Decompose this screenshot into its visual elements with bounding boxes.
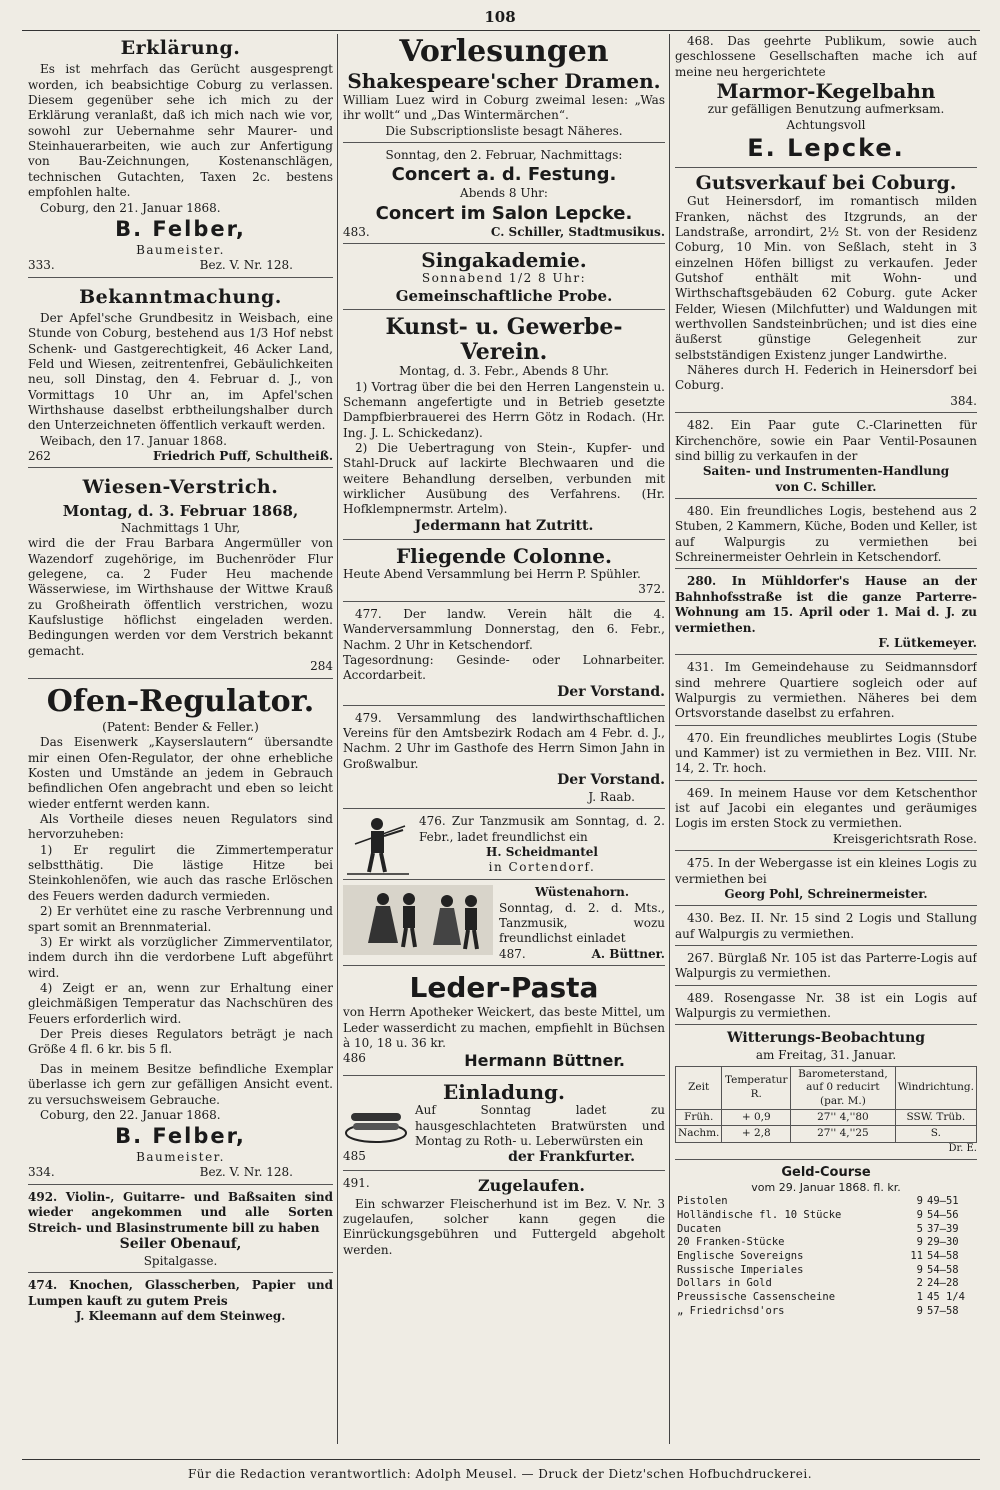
- ad-kunst-gewerbe: [343, 313, 665, 540]
- table-row: [675, 1277, 977, 1291]
- ad-wiesen-verstrich: [28, 471, 333, 678]
- ad-place: Spitalgasse.: [143, 1253, 218, 1268]
- ad-muehldorfer: [675, 572, 977, 655]
- ad-title: Vorlesungen: [399, 34, 609, 69]
- ad-fliegende-colonne: [343, 543, 665, 602]
- ad-text: 477. Der landw. Verein hält die 4. Wanderversammlung Donnerstag, den 6. Febr., Nachm. 2 Uhr in Ketschendorf.: [343, 606, 665, 652]
- ad-text: Sonntag, d. 2. d. Mts., Tanzmusik, wozu freundlichst einladet: [499, 900, 665, 946]
- weather-cell: + 0,9: [722, 1110, 791, 1126]
- ad-shop: Saiten- und Instrumenten-Handlung: [702, 464, 950, 479]
- ad-point-3: 3) Er wirkt als vorzüglicher Zimmerventilator, indem durch ihn die verdorbene Luft abgeführt wird.: [28, 934, 333, 980]
- ad-versammlung: [343, 709, 665, 810]
- geld-currency: Holländische fl. 10 Stücke: [677, 1209, 842, 1222]
- ad-concert: [343, 146, 665, 244]
- ad-number: 284: [310, 659, 333, 674]
- table-row: [675, 1209, 977, 1223]
- geld-table: [675, 1195, 977, 1318]
- ad-body: Der Apfel'sche Grundbesitz in Weisbach, eine Stunde von Coburg, bestehend aus 1/3 Hof nebst Schenk- und Gastgerechtigkeit, 46 Acker Land, Feld und Wiesen, zeitrentenfrei, Gebäulichkeiten neu, soll Dinstag, den 4. Februar d. J., von Vormittags 10 Uhr an, im Apfel'schen Wirthshause daselbst erbtheilungshalber durch den Unterzeichneten öffentlich verkauft werden.: [28, 310, 333, 433]
- column-left: [28, 32, 333, 1446]
- ad-number: 384.: [950, 393, 977, 408]
- ad-clarinetten: [675, 416, 977, 499]
- ad-signature: H. Scheidmantel: [486, 844, 598, 859]
- ad-tanzmusik-2: [343, 883, 665, 966]
- table-row: [675, 1223, 977, 1237]
- imprint-footer: Für die Redaction verantwortlich: Adolph Meusel. — Druck der Dietz'schen Hofbuchdruckerei.: [187, 1466, 813, 1481]
- ad-line-2: Abends 8 Uhr:: [460, 186, 548, 201]
- ad-text: 431. Im Gemeindehause zu Seidmannsdorf sind mehrere Quartiere sogleich oder auf Walpurgis zu vermiethen. Näheres bei dem Ortsvorstande daselbst zu erfahren.: [675, 660, 977, 721]
- ad-text: Auf Sonntag ladet zu hausgeschlachteten Bratwürsten und Montag zu Roth- u. Leberwürsten ein: [415, 1103, 665, 1148]
- ad-signature: Kreisgerichtsrath Rose.: [832, 831, 977, 846]
- ad-contact: Näheres durch H. Federich in Heinersdorf bei Coburg.: [675, 363, 977, 393]
- ad-line: Sonnabend 1/2 8 Uhr:: [421, 271, 587, 286]
- sausages-illustration: [343, 1103, 409, 1147]
- ad-text: 492. Violin-, Guitarre- und Baßsaiten sind wieder angekommen und alle Sorten Streich- und Blasinstrumente bill zu haben: [28, 1189, 333, 1235]
- ad-title: Wüstenahorn.: [534, 885, 630, 900]
- ad-time: Nachmittags 1 Uhr,: [120, 520, 241, 535]
- weather-cell: Nachm.: [676, 1126, 722, 1142]
- ad-name: B. Felber,: [115, 1124, 246, 1149]
- geld-currency: Englische Sovereigns: [677, 1249, 804, 1262]
- ad-text: 469. In meinem Hause vor dem Ketschenthor ist auf Jacobi ein elegantes und geräumiges Logis im ersten Stock zu vermiethen.: [675, 785, 977, 831]
- ad-signature: Hermann Büttner.: [464, 1051, 625, 1071]
- table-row: [675, 1195, 977, 1209]
- geld-kr: 24—28: [927, 1277, 959, 1290]
- ad-vorlesungen: [343, 32, 665, 143]
- ad-subtitle: Shakespeare'scher Dramen.: [347, 69, 661, 94]
- ad-text: 476. Zur Tanzmusik am Sonntag, d. 2. Febr., ladet freundlichst ein: [419, 814, 665, 844]
- ad-bekanntmachung: [28, 281, 333, 469]
- ad-lead: Als Vortheile dieses neuen Regulators sind hervorzuheben:: [28, 812, 333, 842]
- geld-kr: 49—51: [927, 1195, 959, 1208]
- ad-date: Weibach, den 17. Januar 1868.: [40, 433, 227, 448]
- ad-text: 468. Das geehrte Publikum, sowie auch geschlossene Gesellschaften mache ich auf meine neu hergerichtete: [675, 34, 977, 79]
- weather-cell: SSW. Trüb.: [895, 1110, 976, 1126]
- ad-title: Singakademie.: [421, 248, 587, 272]
- ad-title: Bekanntmachung.: [79, 285, 282, 308]
- ad-body: Gut Heinersdorf, im romantisch milden Franken, nächst des Itzgrunds, an der Landstraße, arrondirt, 2½ St. von der Residenz Coburg, 10 Min. von Seßlach, steht in 3 einzelnen Höfen billigst zu verkaufen. Jeder Gutshof enthält mit Wohn- und Wirthschaftsgebäuden 62 Coburg. gute Acker Felder, Wiesen (Milchfutter) und Waldungen mit werthvollen Sandsteinbrüchen; und ist dies eine äußerst günstige Gelegenheit zur selbstständigen Existenz junger Landwirthe.: [675, 194, 977, 362]
- ad-signature: A. Büttner.: [591, 946, 665, 961]
- ad-title-1: Concert a. d. Festung.: [391, 164, 617, 186]
- page-number: 108: [484, 8, 516, 26]
- ad-logis-430: [675, 909, 977, 946]
- ad-subsignature: J. Raab.: [588, 789, 635, 804]
- ad-signature: von C. Schiller.: [775, 479, 877, 494]
- ad-logis-489: [675, 989, 977, 1026]
- ad-role: Baumeister.: [136, 1150, 225, 1165]
- ad-signature: Der Vorstand.: [557, 771, 665, 788]
- ad-greeting: Achtungsvoll: [786, 117, 866, 132]
- ad-line-1: Sonntag, den 2. Februar, Nachmittags:: [385, 147, 623, 162]
- geld-course: [675, 1163, 977, 1321]
- ad-number: 491.: [343, 1176, 370, 1191]
- ad-signature: J. Kleemann auf dem Steinweg.: [75, 1308, 286, 1323]
- ad-text: 480. Ein freundliches Logis, bestehend aus 2 Stuben, 2 Kammern, Küche, Boden und Keller, ist auf Walpurgis zu vermiethen bei Schreinermeister Oehrlein in Ketschendorf.: [675, 504, 977, 565]
- table-row: [675, 1264, 977, 1278]
- geld-currency: Ducaten: [677, 1222, 722, 1235]
- geld-title: Geld-Course: [781, 1164, 871, 1180]
- weather-cell: 27'' 4,''25: [791, 1126, 896, 1142]
- ad-einladung: [343, 1079, 665, 1171]
- table-row: [675, 1291, 977, 1305]
- weather-cell: + 2,8: [722, 1126, 791, 1142]
- geld-kr: 54—58: [927, 1263, 959, 1276]
- weather-header-pressure: Barometerstand, auf 0 reducirt (par. M.): [791, 1066, 896, 1109]
- table-row: [675, 1250, 977, 1264]
- weather-table: [675, 1066, 977, 1143]
- ad-signature: Seiler Obenauf,: [119, 1235, 242, 1252]
- column-right: [675, 32, 977, 1446]
- ad-title: Marmor-Kegelbahn: [716, 79, 936, 104]
- musician-illustration: [343, 814, 413, 876]
- ad-body: William Luez wird in Coburg zweimal lesen: „Was ihr wollt“ und „Das Wintermärchen“.: [343, 92, 665, 123]
- ad-text: von Herrn Apotheker Weickert, das beste Mittel, um Leder wasserdicht zu machen, empfiehlt in Büchsen à 10, 18 u. 36 kr.: [343, 1005, 665, 1050]
- ad-logis-469: [675, 784, 977, 851]
- geld-currency: Dollars in Gold: [677, 1277, 772, 1290]
- ad-signature: F. Lütkemeyer.: [878, 635, 977, 650]
- ad-text: 482. Ein Paar gute C.-Clarinetten für Kirchenchöre, sowie ein Paar Ventil-Posaunen sind billig zu verkaufen in der: [675, 418, 977, 463]
- ad-text: 489. Rosengasse Nr. 38 ist ein Logis auf Walpurgis zu vermiethen.: [675, 990, 977, 1021]
- geld-kr: 54—56: [927, 1209, 959, 1222]
- ad-number: 487.: [499, 946, 526, 961]
- ad-price: Der Preis dieses Regulators beträgt je nach Größe 4 fl. 6 kr. bis 5 fl.: [28, 1027, 333, 1057]
- ad-text: 475. In der Webergasse ist ein kleines Logis zu vermiethen bei: [675, 856, 977, 886]
- geld-kr: 45 1/4: [927, 1290, 965, 1303]
- ad-erklaerung: [28, 32, 333, 278]
- ad-point-2: 2) Die Uebertragung von Stein-, Kupfer- und Stahl-Druck auf lackirte Blechwaaren und die weitere Behandlung derselben, verbunden mit wirklicher Ausübung des Verfahrens. (Hr. Hofklempnermstr. Artelm).: [343, 440, 665, 517]
- weather-header-wind: Windrichtung.: [895, 1066, 976, 1109]
- table-row: [676, 1126, 977, 1142]
- ad-knochen: [28, 1276, 333, 1327]
- ad-number: 485: [343, 1149, 366, 1164]
- column-middle: [343, 32, 665, 1446]
- weather-header-time: Zeit: [676, 1066, 722, 1109]
- column-divider-2: [669, 34, 670, 1444]
- weather-date: am Freitag, 31. Januar.: [755, 1048, 897, 1063]
- ad-text: Ein schwarzer Fleischerhund ist im Bez. V. Nr. 3 zugelaufen, solcher kann gegen die Einrückungsgebühren und Futtergeld abgeholt werden.: [343, 1196, 665, 1257]
- ad-number: 483.: [343, 224, 370, 239]
- ad-title: Einladung.: [443, 1079, 565, 1104]
- ad-title: Zugelaufen.: [477, 1176, 585, 1196]
- geld-currency: 20 Franken-Stücke: [677, 1236, 785, 1249]
- geld-kr: 54—58: [927, 1249, 959, 1262]
- table-row: [676, 1110, 977, 1126]
- ad-point-1: 1) Er regulirt die Zimmertemperatur selbstthätig. Die lästige Hitze bei Steinkohlenöfen, wie auch das rasche Erlöschen des Feuers werden dadurch vermieden.: [28, 842, 333, 903]
- geld-currency: Preussische Cassenscheine: [677, 1290, 836, 1303]
- ad-ofen-regulator: [28, 682, 333, 1185]
- geld-currency: Pistolen: [677, 1195, 728, 1208]
- geld-fl: 9: [916, 1263, 923, 1276]
- ad-title: Fliegende Colonne.: [395, 543, 612, 568]
- ad-point-4: 4) Zeigt er an, wenn zur Erhaltung einer gleichmäßigen Temperatur das Nachschüren des Feuers erforderlich wird.: [28, 981, 333, 1026]
- ad-signature: der Frankfurter.: [508, 1149, 635, 1166]
- geld-fl: 9: [916, 1236, 923, 1249]
- ad-kegelbahn: [675, 32, 977, 168]
- geld-fl: 11: [910, 1249, 923, 1262]
- ad-number: 262: [28, 449, 51, 464]
- geld-fl: 9: [916, 1195, 923, 1208]
- ad-signature: Friedrich Puff, Schultheiß.: [153, 449, 333, 464]
- weather-signature: Dr. E.: [948, 1142, 977, 1154]
- geld-fl: 1: [916, 1290, 923, 1303]
- geld-fl: 2: [916, 1277, 923, 1290]
- ad-violin: [28, 1188, 333, 1273]
- ad-text: 430. Bez. II. Nr. 15 sind 2 Logis und Stallung auf Walpurgis zu vermiethen.: [675, 911, 977, 941]
- ad-name: B. Felber,: [115, 216, 246, 241]
- ad-point-1: 1) Vortrag über die bei den Herren Langenstein u. Schemann angefertigte und in Betrieb gesetzte Dampfbierbrauerei des Herrn Götz in Rodach. (Hr. Ing. J. L. Schickedanz).: [343, 379, 665, 440]
- ad-text: Heute Abend Versammlung bei Herrn P. Spühler.: [343, 567, 641, 582]
- ad-ref: Bez. V. Nr. 128.: [199, 258, 293, 273]
- ad-date: Coburg, den 22. Januar 1868.: [40, 1107, 221, 1122]
- ad-singakademie: [343, 247, 665, 310]
- ad-intro: Das Eisenwerk „Kayserslautern“ übersandte mir einen Ofen-Regulator, der ohne erhebliche Kosten und Umstände an jedem in Gebrauch befindlichen Ofen angebracht und eben so leicht wieder entfernt werden kann.: [28, 735, 333, 811]
- geld-currency: Russische Imperiales: [677, 1263, 804, 1276]
- ad-patent: (Patent: Bender & Feller.): [102, 719, 259, 734]
- ad-number: 372.: [638, 582, 665, 597]
- top-rule: [22, 30, 980, 31]
- ad-signature: Der Vorstand.: [557, 683, 665, 700]
- ad-body: wird die der Frau Barbara Angermüller von Wazendorf zugehörige, im Buchenröder Flur gelegene, ca. 2 Fuder Heu machende Wässerwiese, im Wirthshause der Wittwe Krauß zu Großheirath öffentlich verstrichen, wozu Kaufslustige höflichst eingeladen werden. Bedingungen werden vor dem Verstrich bekannt gemacht.: [28, 536, 333, 658]
- ad-title: Kunst- u. Gewerbe-Verein.: [385, 313, 623, 365]
- dancers-illustration: [343, 885, 493, 955]
- geld-currency: „ Friedrichsd'ors: [677, 1304, 785, 1317]
- ad-role: Baumeister.: [136, 242, 225, 257]
- ad-subtitle: Jedermann hat Zutritt.: [414, 517, 594, 534]
- ad-title-2: Concert im Salon Lepcke.: [375, 202, 633, 224]
- geld-date: vom 29. Januar 1868. fl. kr.: [751, 1181, 901, 1195]
- geld-fl: 9: [916, 1209, 923, 1222]
- ad-title: Erklärung.: [120, 37, 241, 59]
- ad-text: 474. Knochen, Glasscherben, Papier und Lumpen kauft zu gutem Preis: [28, 1278, 333, 1308]
- ad-text: 280. In Mühldorfer's Hause an der Bahnhofsstraße ist die ganze Parterre-Wohnung am 15. April oder 1. Mai d. J. zu vermiethen.: [675, 574, 977, 635]
- ad-name: E. Lepcke.: [747, 134, 905, 163]
- ad-note: Die Subscriptionsliste besagt Näheres.: [385, 123, 623, 138]
- geld-fl: 5: [916, 1222, 923, 1235]
- ad-title: Gutsverkauf bei Coburg.: [695, 171, 957, 194]
- ad-date: Montag, d. 3. Februar 1868,: [62, 501, 299, 520]
- weather-observation: [675, 1028, 977, 1159]
- weather-cell: Früh.: [676, 1110, 722, 1126]
- weather-cell: S.: [895, 1126, 976, 1142]
- ad-subtitle: Gemeinschaftliche Probe.: [395, 286, 613, 305]
- ad-point-2: 2) Er verhütet eine zu rasche Verbrennung und spart somit an Brennmaterial.: [28, 904, 333, 934]
- ad-text-2: zur gefälligen Benutzung aufmerksam.: [707, 102, 945, 117]
- table-row: [675, 1236, 977, 1250]
- weather-header-temp: Temperatur R.: [722, 1066, 791, 1109]
- geld-kr: 37—39: [927, 1222, 959, 1235]
- ad-number: 486: [343, 1051, 366, 1066]
- ad-number: 333.: [28, 258, 55, 273]
- ad-order: Tagesordnung: Gesinde- oder Lohnarbeiter. Accordarbeit.: [343, 652, 665, 683]
- ad-text: 470. Ein freundliches meublirtes Logis (Stube und Kammer) ist zu vermiethen in Bez. VIII. Nr. 14, 2. Tr. hoch.: [675, 730, 977, 776]
- ad-note: Das in meinem Besitze befindliche Exemplar überlasse ich gern zur gefälligen Ansicht event. zu versuchsweisem Gebrauche.: [28, 1061, 333, 1107]
- weather-cell: 27'' 4,''80: [791, 1110, 896, 1126]
- ad-gutsverkauf: [675, 171, 977, 413]
- ad-signature: Georg Pohl, Schreinermeister.: [724, 886, 928, 901]
- geld-fl: 9: [916, 1304, 923, 1317]
- table-row: [675, 1305, 977, 1319]
- geld-kr: 57—58: [927, 1304, 959, 1317]
- ad-place: in Cortendorf.: [488, 860, 596, 875]
- ad-title: Wiesen-Verstrich.: [82, 476, 279, 499]
- ad-text: 479. Versammlung des landwirthschaftlichen Vereins für den Amtsbezirk Rodach am 4 Febr. d. J., Nachm. 2 Uhr im Gasthofe des Herrn Simon Jahn in Großwalbur.: [343, 710, 665, 771]
- ad-number: 334.: [28, 1165, 55, 1180]
- ad-logis-475: [675, 854, 977, 906]
- ad-title: Leder-Pasta: [409, 971, 599, 1004]
- ad-tanzmusik-1: [343, 812, 665, 880]
- ad-date: Coburg, den 21. Januar 1868.: [40, 200, 221, 215]
- ad-quartiere-431: [675, 658, 977, 725]
- ad-logis-470: [675, 729, 977, 781]
- weather-title: Witterungs-Beobachtung: [726, 1030, 926, 1047]
- ad-logis-267: [675, 949, 977, 986]
- ad-date: Montag, d. 3. Febr., Abends 8 Uhr.: [399, 364, 609, 379]
- ad-text: 267. Bürglaß Nr. 105 ist das Parterre-Logis auf Walpurgis zu vermiethen.: [675, 950, 977, 981]
- footer-rule: [22, 1459, 980, 1460]
- ad-zugelaufen: [343, 1174, 665, 1261]
- ad-signature: C. Schiller, Stadtmusikus.: [490, 224, 665, 239]
- geld-kr: 29—30: [927, 1236, 959, 1249]
- ad-body: Es ist mehrfach das Gerücht ausgesprengt worden, ich beabsichtige Coburg zu verlassen. Diesem gegenüber sehe ich mich zu der Erklärung veranlaßt, daß ich mich nach wie vor, sowohl zur Uebernahme sehr Maurer- und Steinhauerarbeiten, wie auch zur Anfertigung von Bau-Zeichnungen, Kostenanschlägen, technischen Gutachten, Taxen 2c. bestens empfohlen halte.: [28, 62, 333, 200]
- ad-logis-480: [675, 502, 977, 569]
- ad-ref: Bez. V. Nr. 128.: [199, 1165, 293, 1180]
- ad-title: Ofen-Regulator.: [46, 683, 315, 719]
- column-divider-1: [337, 34, 338, 1444]
- ad-leder-pasta: [343, 969, 665, 1076]
- ad-landw-verein: [343, 605, 665, 706]
